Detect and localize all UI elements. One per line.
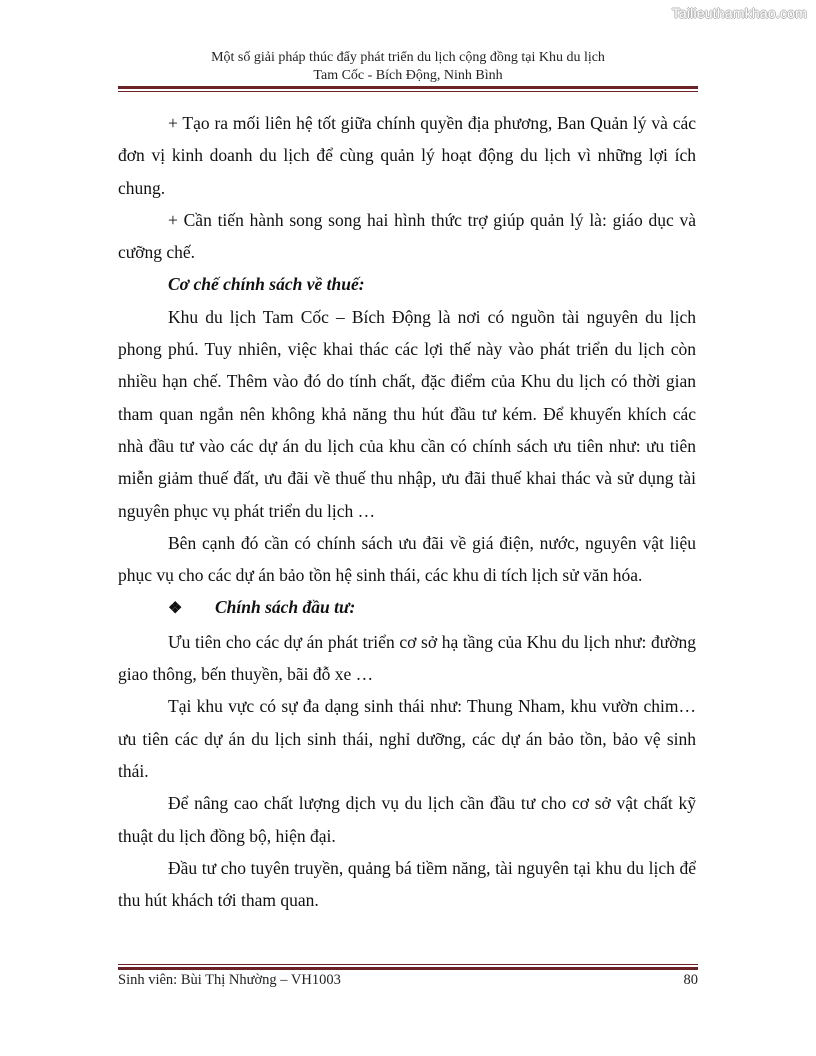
paragraph: + Cần tiến hành song song hai hình thức trợ giúp quản lý là: giáo dục và cưỡng chế. <box>118 209 696 263</box>
section-heading-text: Chính sách đầu tư: <box>215 597 356 618</box>
section-heading-investment-policy <box>118 591 696 625</box>
header-title-line1: Một số giải pháp thúc đẩy phát triển du lịch cộng đồng tại Khu du lịch <box>211 50 605 65</box>
header-divider <box>118 86 698 92</box>
page-body <box>118 107 696 916</box>
paragraph: Ưu tiên cho các dự án phát triển cơ sở hạ tầng của Khu du lịch như: đường giao thông, bến thuyền, bãi đỗ xe … <box>118 631 696 685</box>
section-heading-tax-policy: Cơ chế chính sách về thuế: <box>168 274 365 295</box>
header-title-line2: Tam Cốc - Bích Động, Ninh Bình <box>313 68 503 83</box>
footer-divider <box>118 964 698 970</box>
paragraph: Khu du lịch Tam Cốc – Bích Động là nơi có nguồn tài nguyên du lịch phong phú. Tuy nhiên, việc khai thác các lợi thế này vào phát triển du lịch còn nhiều hạn chế. Thêm vào đó do tính chất, đặc điểm của Khu du lịch có thời gian tham quan ngắn nên không khả năng thu hút đầu tư kém. Để khuyến khích các nhà đầu tư vào các dự án du lịch của khu cần có chính sách ưu tiên như: ưu tiên miễn giảm thuế đất, ưu đãi về thuế thu nhập, ưu đãi thuế khai thác và sử dụng tài nguyên phục vụ phát triển du lịch … <box>118 306 696 521</box>
footer-student: Sinh viên: Bùi Thị Nhường – VH1003 <box>118 972 341 988</box>
page-footer <box>118 972 698 989</box>
diamond-bullet-icon: ❖ <box>168 600 183 618</box>
page-number: 80 <box>683 972 698 988</box>
watermark: Tailieuthamkhao.com <box>671 5 807 21</box>
page-header <box>118 49 698 85</box>
paragraph: Bên cạnh đó cần có chính sách ưu đãi về giá điện, nước, nguyên vật liệu phục vụ cho các dự án bảo tồn hệ sinh thái, các khu di tích lịch sử văn hóa. <box>118 532 696 586</box>
paragraph: Đầu tư cho tuyên truyền, quảng bá tiềm năng, tài nguyên tại khu du lịch để thu hút khách tới tham quan. <box>118 857 696 911</box>
paragraph: + Tạo ra mối liên hệ tốt giữa chính quyền địa phương, Ban Quản lý và các đơn vị kinh doanh du lịch để cùng quản lý hoạt động du lịch vì những lợi ích chung. <box>118 113 696 198</box>
paragraph: Để nâng cao chất lượng dịch vụ du lịch cần đầu tư cho cơ sở vật chất kỹ thuật du lịch đồng bộ, hiện đại. <box>118 793 696 846</box>
paragraph: Tại khu vực có sự đa dạng sinh thái như: Thung Nham, khu vườn chim… ưu tiên các dự án du lịch sinh thái, nghỉ dưỡng, các dự án bảo tồn, bảo vệ sinh thái. <box>118 696 696 781</box>
